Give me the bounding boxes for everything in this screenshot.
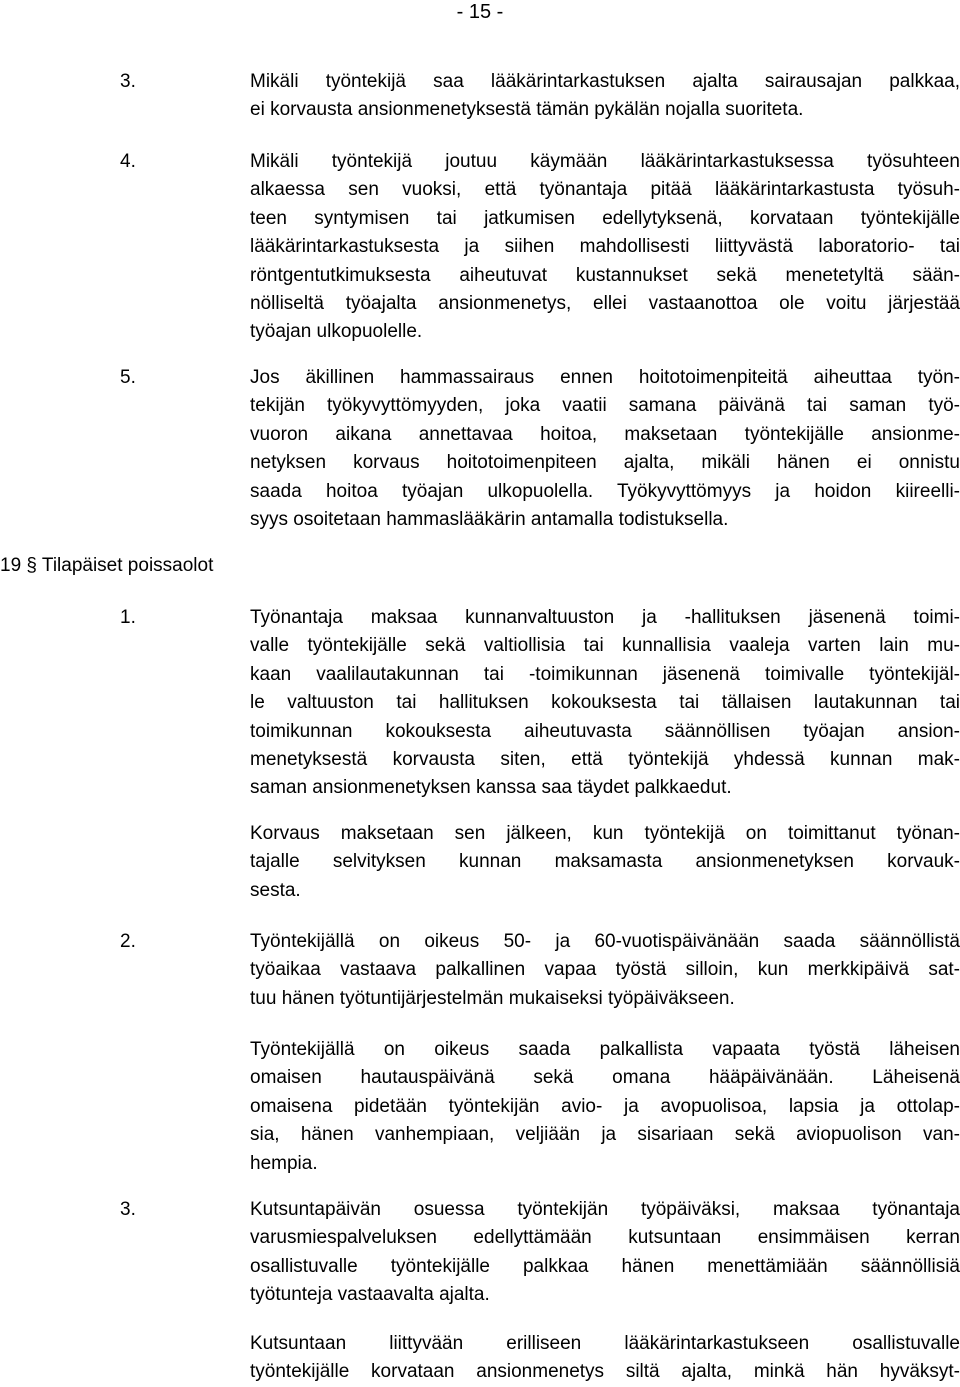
text-line: vuoron aikana annettavaa hoitoa, maksetaan työntekijälle ansionme- (250, 423, 960, 445)
text-line: omaisen hautauspäivänä sekä omana hääpäivänään. Läheisenä (250, 1067, 960, 1089)
item-text (250, 604, 960, 803)
item-text (250, 1196, 960, 1310)
text-line: nölliseltä työajalta ansionmenetys, ellei vastaanottoa ole voitu järjestää (250, 293, 960, 315)
text-line: teen syntymisen tai jatkumisen edellytyksenä, korvataan työntekijälle (250, 207, 960, 229)
text-line: sesta. (250, 879, 301, 901)
item-number: 3. (120, 1199, 136, 1220)
item-text (250, 68, 960, 125)
item-number: 3. (120, 71, 136, 92)
text-line: Työnantaja maksaa kunnanvaltuuston ja -hallituksen jäsenenä toimi- (250, 607, 960, 628)
text-line: röntgentutkimuksesta aiheutuvat kustannukset sekä menetetyltä sään- (250, 264, 960, 286)
item-number: 5. (120, 367, 136, 388)
text-line: syys osoitetaan hammaslääkärin antamalla todistuksella. (250, 509, 729, 531)
text-line: menetyksestä korvausta siten, että työntekijä yhdessä kunnan mak- (250, 749, 960, 771)
item-number: 1. (120, 607, 136, 628)
text-line: varusmiespalveluksen edellyttämään kutsuntaan ensimmäisen kerran (250, 1227, 960, 1249)
item-text (250, 148, 960, 347)
text-line: Korvaus maksetaan sen jälkeen, kun työntekijä on toimittanut työnan- (250, 823, 960, 844)
item-text (250, 820, 960, 905)
text-line: työtunteja vastaavalta ajalta. (250, 1284, 490, 1306)
text-line: Mikäli työntekijä saa lääkärintarkastuksen ajalta sairausajan palkkaa, (250, 71, 960, 92)
text-line: tajalle selvityksen kunnan maksamasta ansionmenetyksen korvauk- (250, 851, 960, 873)
text-line: Kutsuntaan liittyvään erilliseen lääkärintarkastukseen osallistuvalle (250, 1333, 960, 1354)
item-number: 4. (120, 151, 136, 172)
item-text (250, 364, 960, 534)
item-number: 2. (120, 931, 136, 952)
text-line: Jos äkillinen hammassairaus ennen hoitotoimenpiteitä aiheuttaa työn- (250, 367, 960, 388)
page-number: - 15 - (456, 1, 504, 23)
text-line: osallistuvalle työntekijälle palkkaa hänen menettämiään säännöllisiä (250, 1255, 960, 1277)
item-text (250, 928, 960, 1013)
text-line: työaikaa vastaava palkallinen vapaa työstä silloin, kun merkkipäivä sat- (250, 959, 960, 981)
text-line: omaisena pidetään työntekijän avio- ja avopuolisoa, lapsia ja ottolap- (250, 1095, 960, 1117)
text-line: työajan ulkopuolelle. (250, 321, 423, 343)
text-line: toimikunnan kokouksesta aiheutuvasta säännöllisen työajan ansion- (250, 720, 960, 742)
text-line: Kutsuntapäivän osuessa työntekijän työpäiväksi, maksaa työnantaja (250, 1199, 960, 1220)
text-line: lääkärintarkastuksesta ja siihen mahdollisesti liittyvästä laboratorio- tai (250, 236, 960, 258)
text-line: saada hoitoa työajan ulkopuolella. Työkyvyttömyys ja hoidon kiireelli- (250, 480, 960, 502)
text-line: Työntekijällä on oikeus saada palkallista vapaata työstä läheisen (250, 1039, 960, 1060)
text-line: Työntekijällä on oikeus 50- ja 60-vuotispäivänään saada säännöllistä (250, 931, 960, 952)
text-line: netyksen korvaus hoitotoimenpiteen ajalta, mikäli hänen ei onnistu (250, 452, 960, 474)
item-text (250, 1330, 960, 1387)
text-line: hempia. (250, 1152, 318, 1174)
text-line: valle työntekijälle sekä valtiollisia tai kunnallisia vaaleja varten lain mu- (250, 635, 960, 657)
text-line: ei korvausta ansionmenetyksestä tämän pykälän nojalla suoriteta. (250, 99, 804, 121)
text-line: sia, hänen vanhempiaan, veljiään ja sisariaan sekä aviopuolison van- (250, 1124, 960, 1146)
section-heading: 19 § Tilapäiset poissaolot (0, 555, 214, 576)
text-line: le valtuuston tai hallituksen kokouksesta tai tällaisen lautakunnan tai (250, 692, 960, 714)
text-line: alkaessa sen vuoksi, että työnantaja pitää lääkärintarkastusta työsuh- (250, 179, 960, 201)
text-line: saman ansionmenetyksen kanssa saa täydet palkkaedut. (250, 777, 732, 799)
text-line: Mikäli työntekijä joutuu käymään lääkärintarkastuksessa työsuhteen (250, 151, 960, 172)
text-line: työntekijälle korvataan ansionmenetys siltä ajalta, minkä hän hyväksyt- (250, 1361, 960, 1383)
text-line: tuu hänen työtuntijärjestelmän mukaiseksi työpäiväkseen. (250, 987, 735, 1009)
text-line: tekijän työkyvyttömyyden, joka vaatii samana päivänä tai saman työ- (250, 395, 960, 417)
text-line: kaan vaalilautakunnan tai -toimikunnan jäsenenä toimivalle työntekijäl- (250, 663, 960, 685)
item-text (250, 1036, 960, 1178)
